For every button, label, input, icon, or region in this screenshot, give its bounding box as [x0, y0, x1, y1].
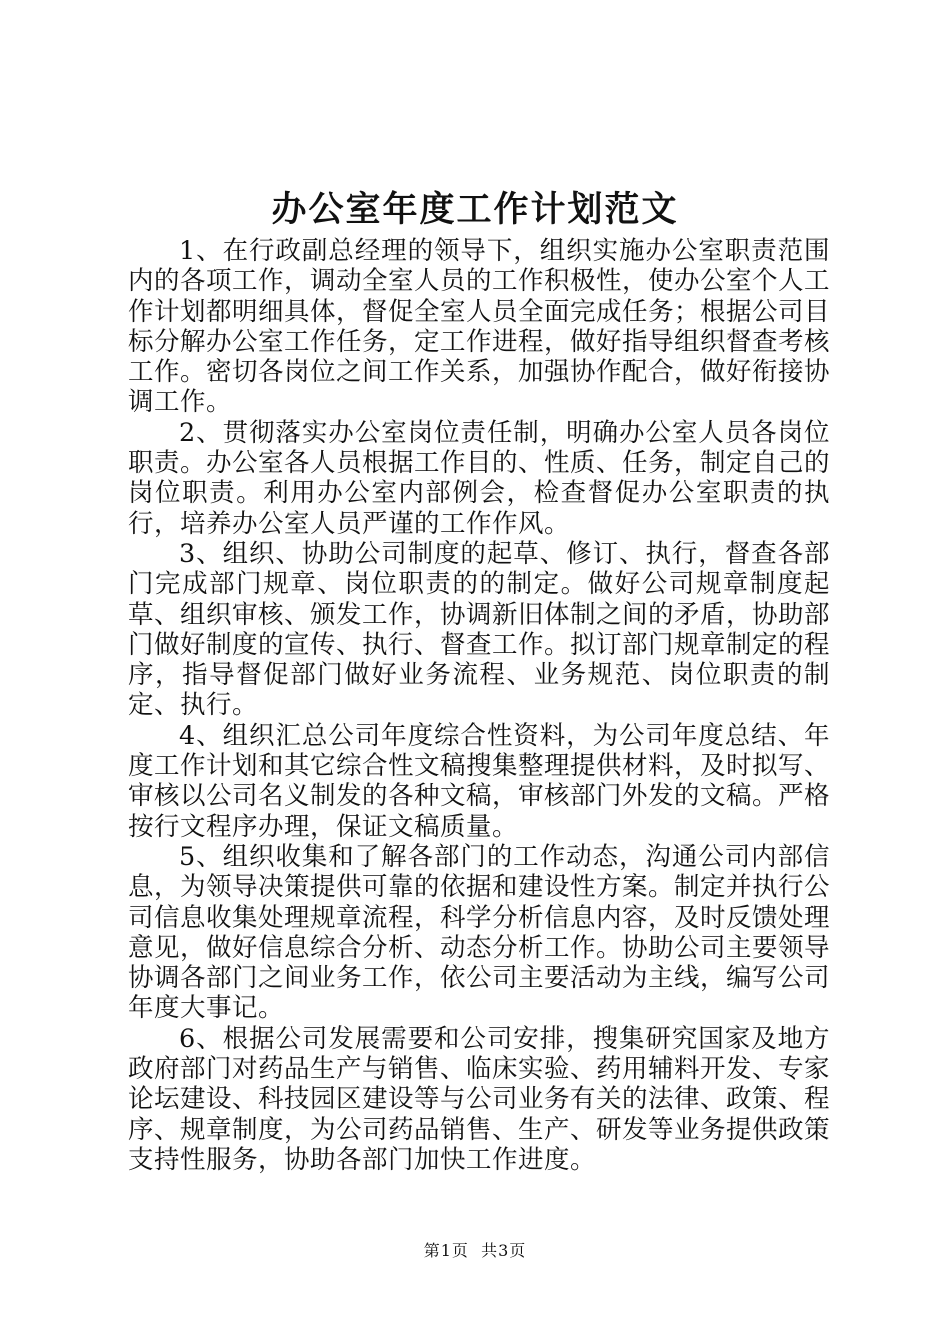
paragraph-5: 5、组织收集和了解各部门的工作动态，沟通公司内部信息，为领导决策提供可靠的依据和建设性方案。制定并执行公司信息收集处理规章流程，科学分析信息内容，及时反馈处理意见，做好信息综合分析、动态分析工作。协助公司主要领导协调各部门之间业务工作，依公司主要活动为主线，编写公司年度大事记。 [128, 841, 831, 1024]
paragraph-2: 2、贯彻落实办公室岗位责任制，明确办公室人员各岗位职责。办公室各人员根据工作目的、性质、任务，制定自己的岗位职责。利用办公室内部例会，检查督促办公室职责的执行，培养办公室人员严谨的工作作风。 [128, 417, 831, 539]
footer-separator [469, 1241, 481, 1260]
page-number: 第1页 [423, 1241, 469, 1260]
page-total: 共3页 [481, 1241, 527, 1260]
page-footer [0, 1240, 950, 1262]
document-title: 办公室年度工作计划范文 [271, 189, 679, 230]
paragraph-6: 6、根据公司发展需要和公司安排，搜集研究国家及地方政府部门对药品生产与销售、临床实验、药用辅料开发、专家论坛建设、科技园区建设等与公司业务有关的法律、政策、程序、规章制度，为公司药品销售、生产、研发等业务提供政策支持性服务，协助各部门加快工作进度。 [128, 1023, 831, 1175]
paragraph-3: 3、组织、协助公司制度的起草、修订、执行，督查各部门完成部门规章、岗位职责的的制定。做好公司规章制度起草、组织审核、颁发工作，协调新旧体制之间的矛盾，协助部门做好制度的宣传、执行、督查工作。拟订部门规章制定的程序，指导督促部门做好业务流程、业务规范、岗位职责的制定、执行。 [128, 538, 831, 721]
document-body [128, 236, 830, 1175]
paragraph-4: 4、组织汇总公司年度综合性资料，为公司年度总结、年度工作计划和其它综合性文稿搜集整理提供材料，及时拟写、审核以公司名义制发的各种文稿，审核部门外发的文稿。严格按行文程序办理，保证文稿质量。 [128, 720, 831, 842]
paragraph-1: 1、在行政副总经理的领导下，组织实施办公室职责范围内的各项工作，调动全室人员的工作积极性，使办公室个人工作计划都明细具体，督促全室人员全面完成任务；根据公司目标分解办公室工作任务，定工作进程，做好指导组织督查考核工作。密切各岗位之间工作关系，加强协作配合，做好衔接协调工作。 [128, 236, 831, 418]
